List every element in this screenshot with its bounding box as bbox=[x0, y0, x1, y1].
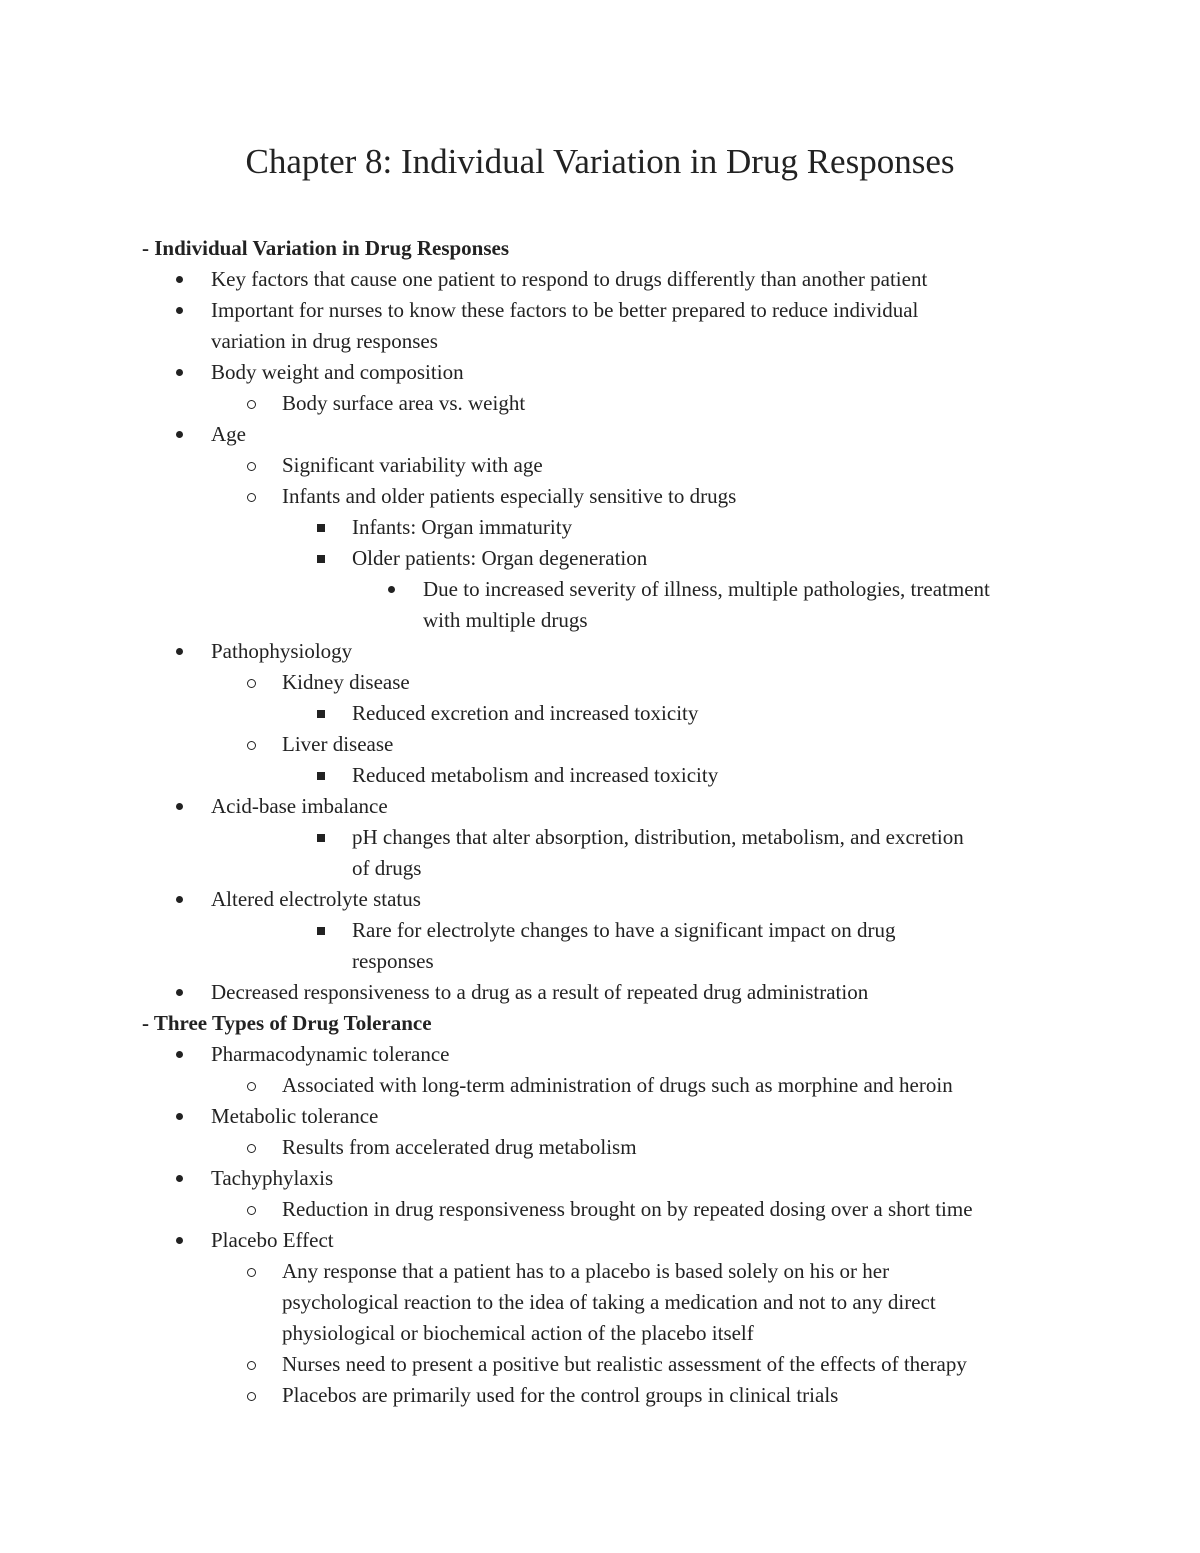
list-item: Placebo Effect bbox=[211, 1228, 334, 1252]
list-item: Reduction in drug responsiveness brought on by repeated dosing over a short time bbox=[282, 1197, 973, 1221]
list-item: Due to increased severity of illness, multiple pathologies, treatment bbox=[423, 577, 990, 601]
list-item: Any response that a patient has to a placebo is based solely on his or her bbox=[282, 1259, 890, 1283]
bullet-circle-icon bbox=[247, 1082, 256, 1091]
bullet-dot-icon bbox=[176, 803, 183, 810]
bullet-dot-icon bbox=[176, 896, 183, 903]
list-item: Nurses need to present a positive but realistic assessment of the effects of therapy bbox=[282, 1352, 967, 1376]
bullet-square-icon bbox=[317, 927, 325, 935]
list-item-continuation: of drugs bbox=[352, 856, 422, 880]
bullet-dot-icon bbox=[176, 276, 183, 283]
bullet-dot-icon bbox=[176, 431, 183, 438]
list-item: Results from accelerated drug metabolism bbox=[282, 1135, 637, 1159]
bullet-circle-icon bbox=[247, 1392, 256, 1401]
section-heading: - Three Types of Drug Tolerance bbox=[142, 1011, 432, 1035]
list-item: Pharmacodynamic tolerance bbox=[211, 1042, 450, 1066]
list-item: Tachyphylaxis bbox=[211, 1166, 334, 1190]
bullet-square-icon bbox=[317, 834, 325, 842]
list-item: Older patients: Organ degeneration bbox=[352, 546, 648, 570]
list-item: Pathophysiology bbox=[211, 639, 353, 663]
list-item: Acid-base imbalance bbox=[211, 794, 388, 818]
list-item-continuation: variation in drug responses bbox=[211, 329, 438, 353]
bullet-dot-icon bbox=[176, 648, 183, 655]
list-item: Body weight and composition bbox=[211, 360, 464, 384]
bullet-dot-icon bbox=[176, 1113, 183, 1120]
list-item: Reduced excretion and increased toxicity bbox=[352, 701, 699, 725]
bullet-circle-icon bbox=[247, 400, 256, 409]
bullet-dot-icon bbox=[176, 307, 183, 314]
bullet-dot-icon bbox=[176, 1175, 183, 1182]
bullet-circle-icon bbox=[247, 679, 256, 688]
list-item: Altered electrolyte status bbox=[211, 887, 421, 911]
list-item: Associated with long-term administration of drugs such as morphine and heroin bbox=[282, 1073, 953, 1097]
bullet-square-icon bbox=[317, 772, 325, 780]
list-item: Metabolic tolerance bbox=[211, 1104, 379, 1128]
list-item: Kidney disease bbox=[282, 670, 410, 694]
list-item: Infants and older patients especially sensitive to drugs bbox=[282, 484, 737, 508]
list-item: Liver disease bbox=[282, 732, 394, 756]
list-item-continuation: with multiple drugs bbox=[423, 608, 588, 632]
list-item: Rare for electrolyte changes to have a significant impact on drug bbox=[352, 918, 896, 942]
bullet-circle-icon bbox=[247, 1206, 256, 1215]
bullet-square-icon bbox=[317, 555, 325, 563]
bullet-dot-icon bbox=[388, 586, 395, 593]
list-item: Decreased responsiveness to a drug as a result of repeated drug administration bbox=[211, 980, 869, 1004]
bullet-dot-icon bbox=[176, 1051, 183, 1058]
list-item: Reduced metabolism and increased toxicity bbox=[352, 763, 719, 787]
section-heading: - Individual Variation in Drug Responses bbox=[142, 236, 510, 260]
bullet-dot-icon bbox=[176, 989, 183, 996]
list-item: Key factors that cause one patient to respond to drugs differently than another patient bbox=[211, 267, 928, 291]
list-item: Significant variability with age bbox=[282, 453, 543, 477]
bullet-circle-icon bbox=[247, 1268, 256, 1277]
list-item: pH changes that alter absorption, distribution, metabolism, and excretion bbox=[352, 825, 964, 849]
bullet-circle-icon bbox=[247, 493, 256, 502]
bullet-square-icon bbox=[317, 710, 325, 718]
bullet-dot-icon bbox=[176, 1237, 183, 1244]
bullet-circle-icon bbox=[247, 741, 256, 750]
list-item-continuation: physiological or biochemical action of the placebo itself bbox=[282, 1321, 754, 1345]
list-item-continuation: psychological reaction to the idea of taking a medication and not to any direct bbox=[282, 1290, 936, 1314]
bullet-square-icon bbox=[317, 524, 325, 532]
bullet-dot-icon bbox=[176, 369, 183, 376]
list-item: Body surface area vs. weight bbox=[282, 391, 526, 415]
list-item: Infants: Organ immaturity bbox=[352, 515, 573, 539]
bullet-circle-icon bbox=[247, 462, 256, 471]
list-item: Age bbox=[211, 422, 246, 446]
list-item-continuation: responses bbox=[352, 949, 434, 973]
bullet-circle-icon bbox=[247, 1144, 256, 1153]
bullet-circle-icon bbox=[247, 1361, 256, 1370]
page-title: Chapter 8: Individual Variation in Drug Responses bbox=[245, 142, 955, 181]
list-item: Placebos are primarily used for the control groups in clinical trials bbox=[282, 1383, 839, 1407]
list-item: Important for nurses to know these factors to be better prepared to reduce individual bbox=[211, 298, 919, 322]
